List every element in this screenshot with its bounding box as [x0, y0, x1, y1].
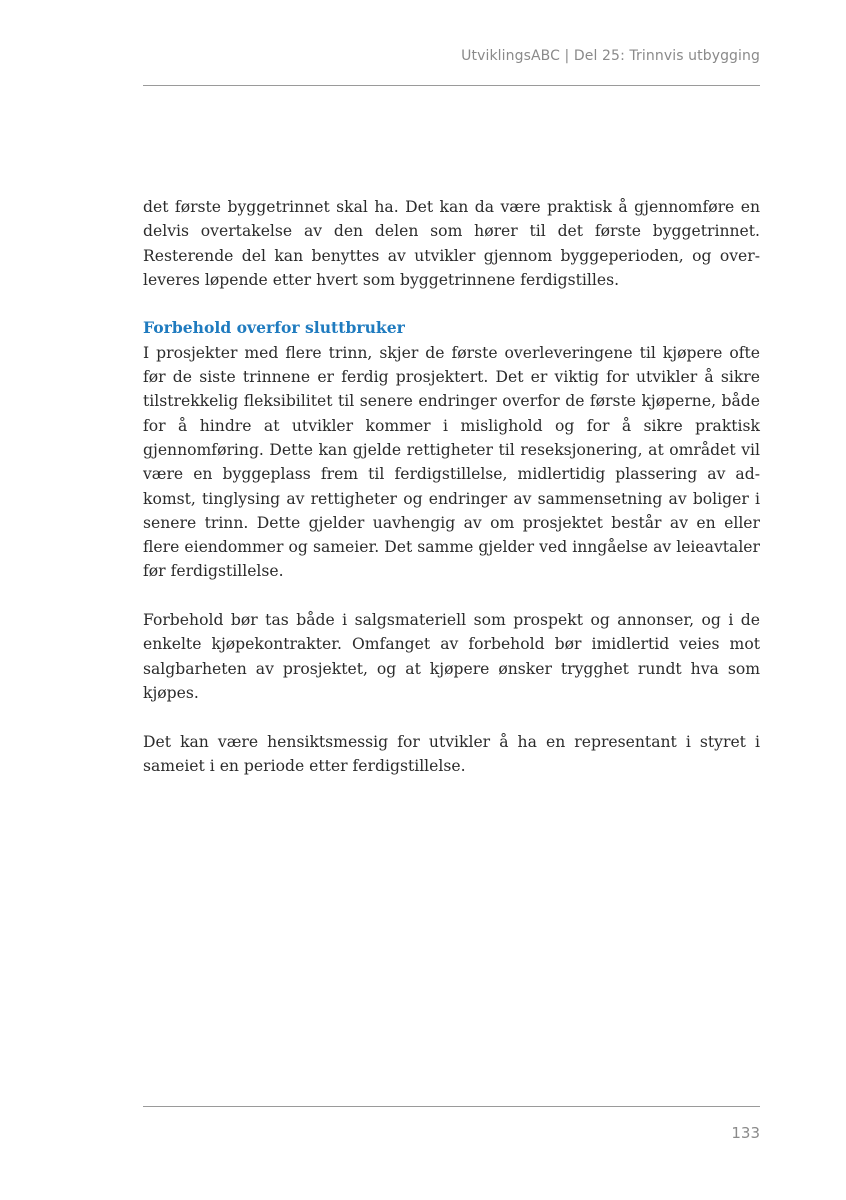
running-header: UtviklingsABC | Del 25: Trinnvis utbygging	[461, 48, 760, 64]
header-rule	[143, 85, 760, 86]
paragraph-2: I prosjekter med flere trinn, skjer de første overleveringene til kjøpere ofte før de siste trinnene er ferdig prosjektert. Det er viktig for utvikler å sikre tilstrekkelig fleksibilitet til senere endringer overfor de første kjøperne, både for å hindre at utvikler kommer i mislighold og for å sikre praktisk gjennomføring. Dette kan gjelde rettigheter til reseksjonering, at området vil være en byggeplass frem til ferdigstillelse, midlertidig plassering av adkomst, tinglysing av rettigheter og endringer av sammensetning av boliger i senere trinn. Dette gjelder uavhengig av om prosjektet består av en eller flere eiendommer og sameier. Det samme gjelder ved inngåelse av leieavtaler før ferdigstillelse.	[143, 343, 760, 581]
footer-rule	[143, 1106, 760, 1107]
page-number: 133	[731, 1124, 760, 1142]
paragraph-1: det første byggetrinnet skal ha. Det kan da være praktisk å gjennomføre en delvis overtakelse av den delen som hører til det første byggetrinnet. Resterende del kan benyttes av utvikler gjennom byggeperioden, og overleveres løpende etter hvert som byggetrinnene ferdigstilles.	[143, 198, 760, 289]
paragraph-4: Det kan være hensiktsmessig for utvikler å ha en representant i styret i sameiet i en periode etter ferdigstillelse.	[143, 732, 760, 775]
section-heading: Forbehold overfor sluttbruker	[143, 318, 405, 338]
body-text	[143, 195, 760, 778]
paragraph-3: Forbehold bør tas både i salgsmateriell som prospekt og annonser, og i de enkelte kjøpekontrakter. Omfanget av forbehold bør imidlertid veies mot salgbarheten av prosjektet, og at kjøpere ønsker trygghet rundt hva som kjøpes.	[143, 611, 760, 702]
